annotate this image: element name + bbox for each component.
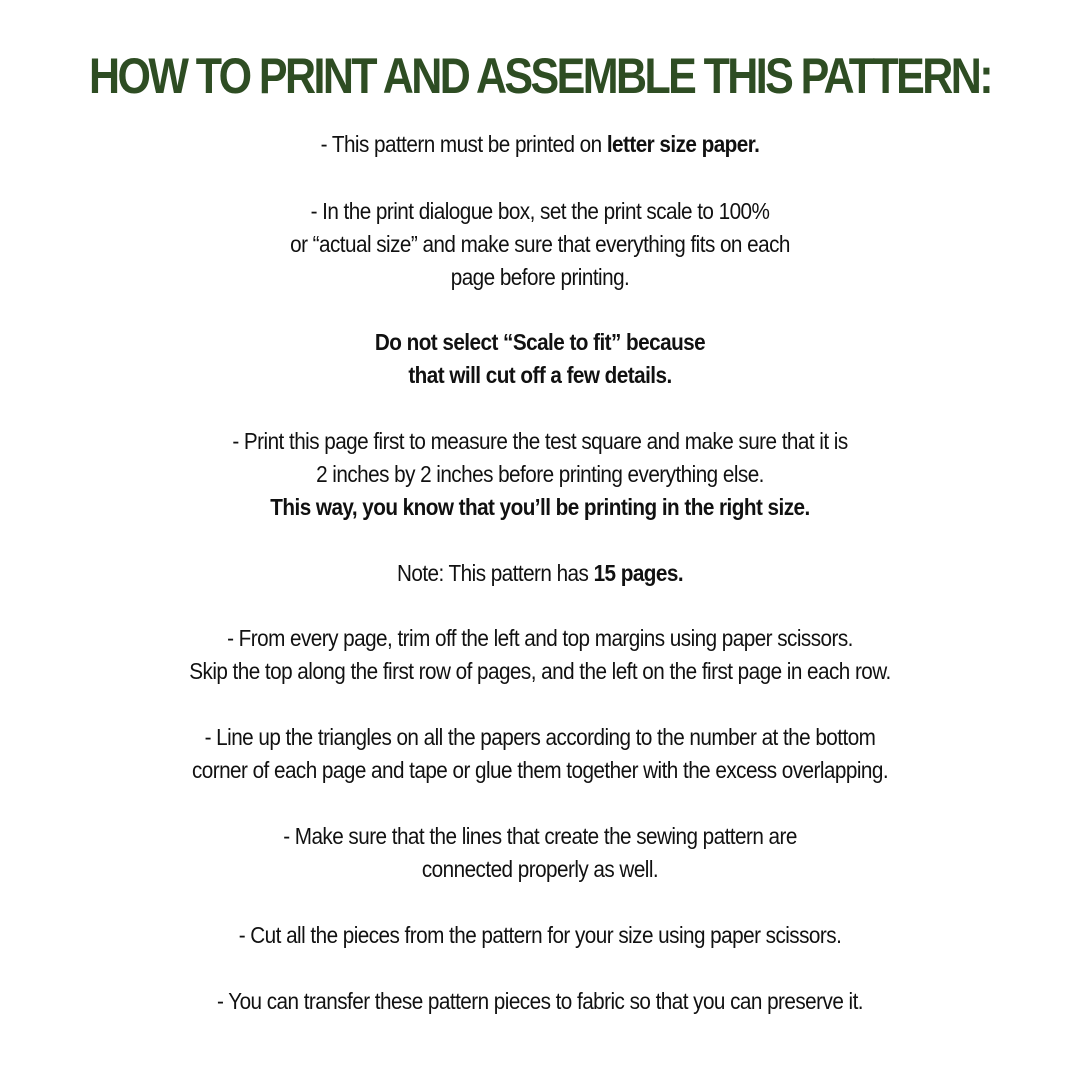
test-square-line-3: This way, you know that you’ll be printing in the right size.: [270, 494, 810, 520]
paper-size-text: - This pattern must be printed on: [320, 131, 607, 157]
lines-line-2: connected properly as well.: [421, 856, 659, 882]
test-square-line-2: 2 inches by 2 inches before printing everything else.: [316, 461, 764, 487]
trim-instruction: [0, 622, 1080, 688]
trim-line-1: - From every page, trim off the left and top margins using paper scissors.: [227, 625, 853, 651]
note-bold: 15 pages.: [593, 560, 684, 586]
page-title: HOW TO PRINT AND ASSEMBLE THIS PATTERN:: [89, 48, 991, 104]
align-line-2: corner of each page and tape or glue them together with the excess overlapping.: [191, 757, 889, 783]
test-square-line-1: - Print this page first to measure the test square and make sure that it is: [232, 428, 848, 454]
trim-line-2: Skip the top along the first row of pages, and the left on the first page in each row.: [189, 658, 891, 684]
scale-line-3: page before printing.: [450, 264, 630, 290]
align-line-1: - Line up the triangles on all the papers according to the number at the bottom: [204, 724, 876, 750]
scale-line-2: or “actual size” and make sure that everything fits on each: [290, 231, 790, 257]
scale-warning: [0, 326, 1080, 392]
note-text: Note: This pattern has: [396, 560, 594, 586]
align-instruction: [0, 721, 1080, 787]
scale-line-1: - In the print dialogue box, set the print scale to 100%: [310, 198, 770, 224]
paper-size-bold: letter size paper.: [606, 131, 760, 157]
warning-line-2: that will cut off a few details.: [408, 362, 672, 388]
transfer-line-1: - You can transfer these pattern pieces to fabric so that you can preserve it.: [217, 988, 863, 1014]
warning-line-1: Do not select “Scale to fit” because: [374, 329, 706, 355]
paper-size-line: [54, 128, 1026, 161]
cut-line-1: - Cut all the pieces from the pattern for your size using paper scissors.: [238, 922, 842, 948]
lines-instruction: [0, 820, 1080, 886]
page-count-note: [0, 557, 1080, 590]
scale-instruction: [0, 195, 1080, 294]
lines-line-1: - Make sure that the lines that create the sewing pattern are: [283, 823, 797, 849]
note-line: [54, 557, 1026, 590]
paper-size-instruction: [0, 128, 1080, 161]
cut-instruction: [0, 919, 1080, 952]
transfer-instruction: [0, 985, 1080, 1018]
test-square-instruction: [0, 425, 1080, 524]
